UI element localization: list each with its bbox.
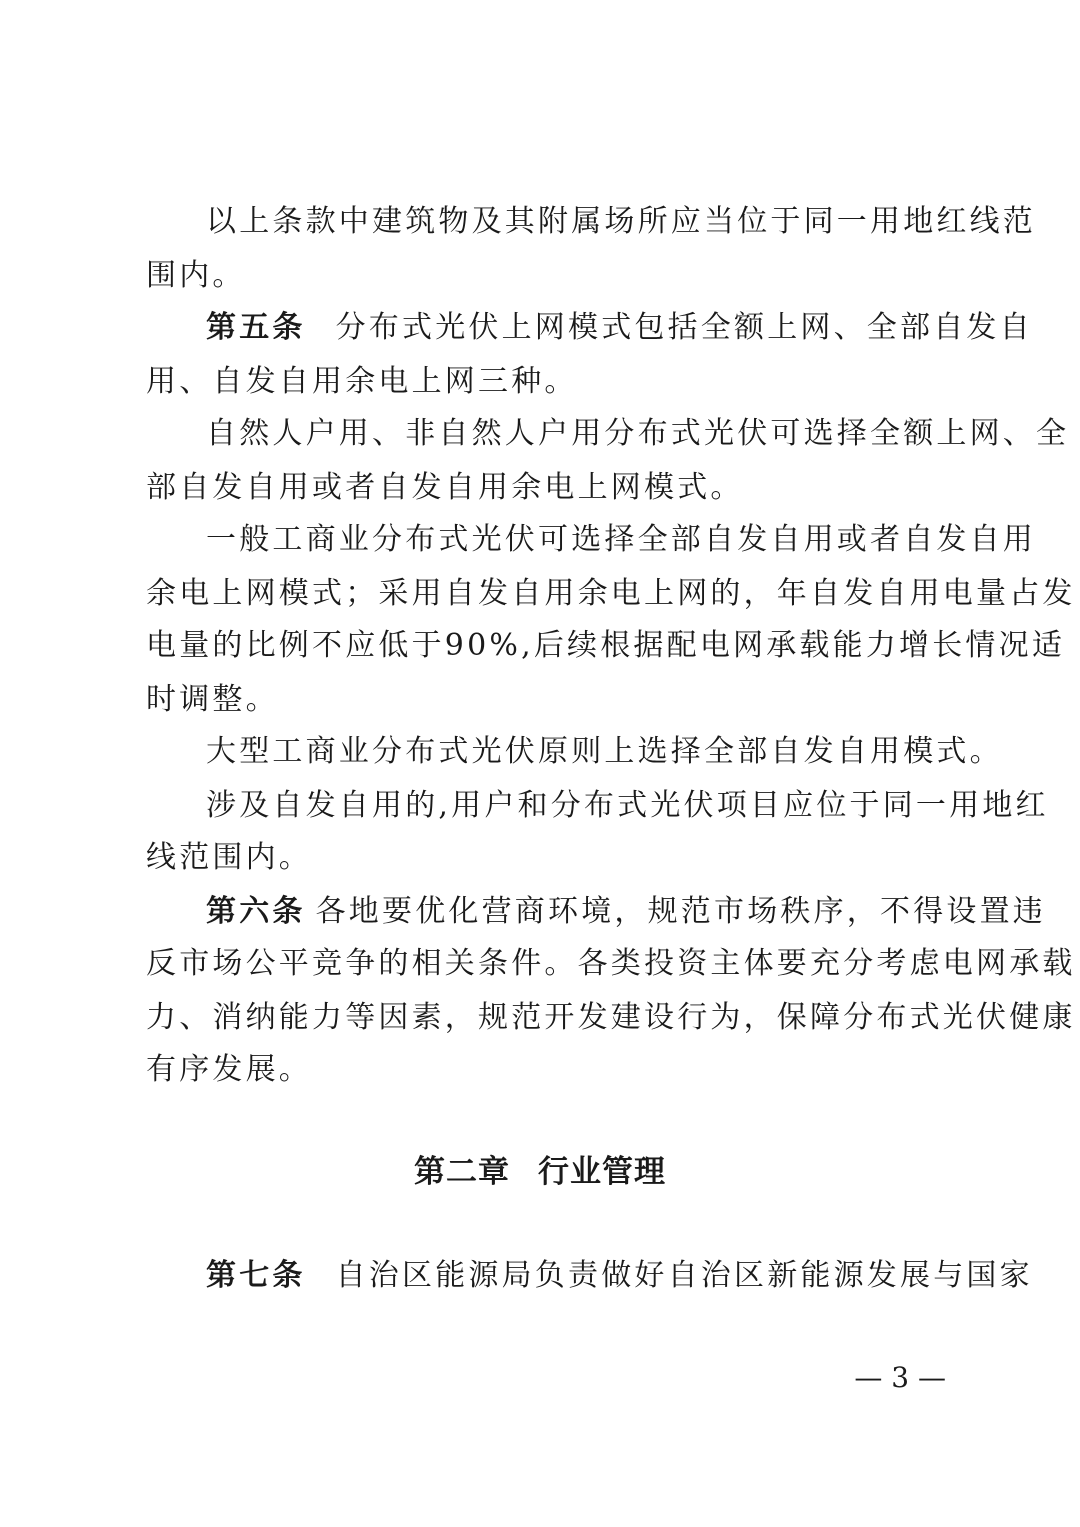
paragraph-line-12: 涉及自发自用的,用户和分布式光伏项目应位于同一用地红 [206,788,1049,823]
article-7-label: 第七条 [206,1258,306,1293]
article-5-text: 分布式光伏上网模式包括全额上网、全部自发自 [335,310,1033,345]
paragraph-line-13: 线范围内。 [146,840,312,875]
article-5-line-2: 用、自发自用余电上网三种。 [146,364,578,399]
paragraph-line-8: 余电上网模式；采用自发自用余电上网的，年自发自用电量占发 [146,576,1076,611]
chapter-heading [0,1150,1080,1194]
paragraph-line-5: 自然人户用、非自然人户用分布式光伏可选择全额上网、全 [206,416,1070,451]
article-7-line-1 [206,1256,1033,1296]
article-6-label: 第六条 [206,894,306,929]
paragraph-line-10: 时调整。 [146,682,279,717]
paragraph-line-6: 部自发自用或者自发自用余电上网模式。 [146,470,744,505]
paragraph-line-2: 围内。 [146,258,246,293]
paragraph-line-7: 一般工商业分布式光伏可选择全部自发自用或者自发自用 [206,522,1036,557]
article-6-line-2: 反市场公平竞争的相关条件。各类投资主体要充分考虑电网承载 [146,946,1076,981]
article-6-line-1 [206,892,1047,932]
paragraph-line-9: 电量的比例不应低于90%,后续根据配电网承载能力增长情况适 [146,628,1066,663]
article-6-line-3: 力、消纳能力等因素，规范开发建设行为，保障分布式光伏健康 [146,1000,1076,1035]
article-7-text: 自治区能源局负责做好自治区新能源发展与国家 [335,1258,1033,1293]
article-5-line-1 [206,308,1033,348]
paragraph-line-1: 以上条款中建筑物及其附属场所应当位于同一用地红线范 [206,204,1036,239]
chapter-title: 行业管理 [538,1154,666,1190]
paragraph-line-11: 大型工商业分布式光伏原则上选择全部自发自用模式。 [206,734,1003,769]
chapter-number: 第二章 [414,1154,510,1190]
article-5-label: 第五条 [206,310,306,345]
article-6-line-4: 有序发展。 [146,1052,312,1087]
article-6-text: 各地要优化营商环境，规范市场秩序，不得设置违 [315,894,1047,929]
page-number: — 3 — [854,1361,946,1394]
